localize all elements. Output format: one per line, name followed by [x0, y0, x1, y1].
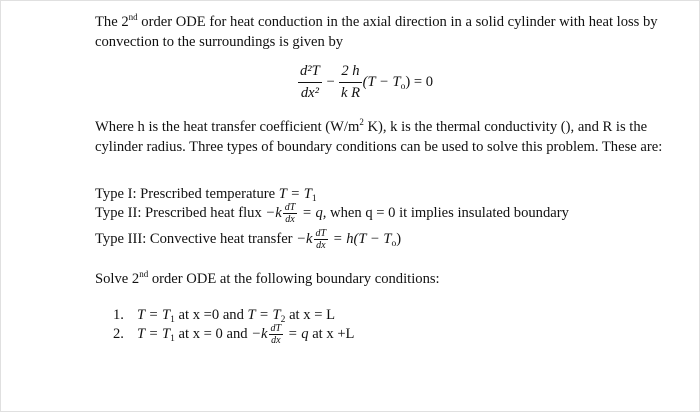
derivative-fraction: $\frac{dT}{dx}$	[270, 323, 282, 346]
intro-text-continued: order ODE for heat conduction in the axial direction in a solid cylinder with heat loss by convection to the surroundings is given by	[95, 14, 658, 50]
derivative-fraction: $\frac{dT}{dx}$	[315, 228, 327, 251]
coefficient-fraction: $\frac{2 h}{\text{k R}}$	[340, 63, 360, 101]
ode-equation: $\frac{\text{d²T}}{\text{dx²}}$ − $\frac{2 h}{\text{k R}}$ $(T - T_o) = 0$	[297, 61, 433, 104]
condition-item-1: 1. $T = T_1$ at x =0 and $T = T_2$ at x = L	[113, 307, 335, 325]
bc-type-2: Type II: Prescribed heat flux −k $\frac{dT}{dx}$ = q, when q = 0 it implies insulated boundary	[95, 202, 569, 225]
intro-paragraph	[95, 12, 665, 52]
condition-item-2: 2. $T = T_1$ at x = 0 and −k $\frac{dT}{dx}$ = q at x +L	[113, 323, 355, 346]
equation-rest: (T − T	[362, 73, 401, 90]
solve-instruction: Solve 2nd order ODE at the following boundary conditions:	[95, 269, 440, 287]
derivative-fraction: $\frac{dT}{dx}$	[284, 202, 296, 225]
description-paragraph: Where h is the heat transfer coefficient ($W/m^2$ K), k is the thermal conductivity (), and R is the cylinder radius. Three types of boundary conditions can be used to solve this problem. These are:	[95, 117, 663, 155]
bc-type-3: Type III: Convective heat transfer −k $\frac{dT}{dx}$ = $h(T - T_o)$	[95, 228, 402, 251]
bc-type-1: Type I: Prescribed temperature $T = T_1$	[95, 186, 317, 204]
intro-superscript: nd	[128, 12, 138, 22]
second-derivative-fraction: $\frac{\text{d²T}}{\text{dx²}}$	[300, 63, 320, 101]
intro-text: The 2	[95, 14, 129, 30]
minus-sign: −	[326, 73, 335, 90]
